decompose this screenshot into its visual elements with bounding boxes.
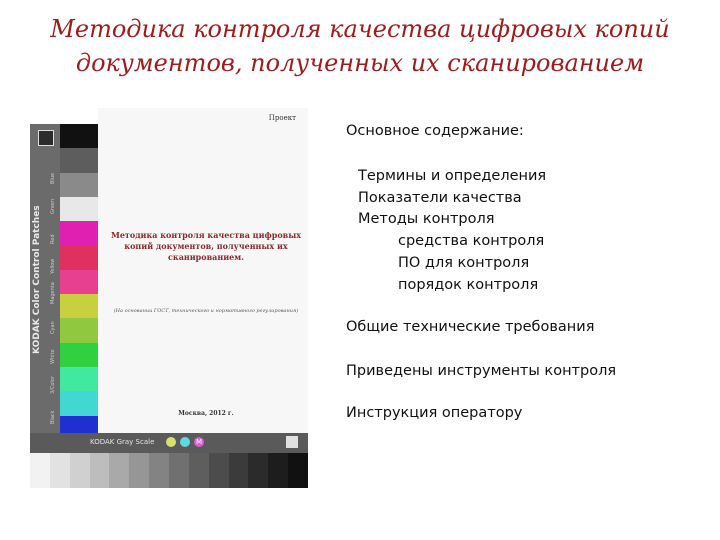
gray-step (109, 453, 129, 488)
color-patch (60, 173, 98, 197)
color-target-label: KODAK Color Control Patches (32, 205, 42, 354)
gray-step (90, 453, 110, 488)
color-patch (60, 318, 98, 342)
document-title-line-1: Методика контроля качества цифровых (110, 230, 302, 240)
content-tools: Приведены инструменты контроля (346, 363, 617, 379)
content-instruction: Инструкция оператору (346, 405, 523, 421)
gray-step (229, 453, 249, 488)
scanned-document-image (30, 108, 308, 488)
cyan-dot-icon (180, 437, 190, 447)
color-patch (60, 367, 98, 391)
color-patch (60, 148, 98, 172)
gray-scale-bar (30, 433, 308, 453)
color-patch (60, 294, 98, 318)
gray-step (189, 453, 209, 488)
patch-label: Red (50, 234, 56, 244)
patch-label: Yellow (50, 258, 56, 274)
gray-scale-steps (30, 453, 308, 488)
document-title-line-2: копий документов, полученных их (124, 241, 288, 251)
color-patch (60, 391, 98, 415)
project-label: Проект (268, 114, 296, 122)
document-note: (На основании ГОСТ, технического и нормативного регулирования) (113, 308, 299, 314)
patch-label: Black (50, 410, 56, 424)
color-patch (60, 343, 98, 367)
color-patch (60, 270, 98, 294)
document-page (98, 108, 308, 433)
title-line-1: Методика контроля качества цифровых копий (50, 15, 670, 43)
kodak-gray-logo-icon (286, 436, 298, 448)
patch-label: Magenta (50, 282, 56, 304)
patch-label: White (50, 349, 56, 364)
patch-label: Blue (50, 172, 56, 184)
document-title (106, 230, 306, 263)
patch-label: 3/Color (50, 376, 56, 394)
patch-label: Green (50, 198, 56, 214)
color-patch (60, 124, 98, 148)
content-item: Показатели качества (358, 190, 522, 206)
document-title-line-3: сканированием. (168, 252, 244, 262)
gray-scale-label: KODAK Gray Scale (90, 438, 155, 446)
slide-title (0, 12, 720, 80)
gray-step (30, 453, 50, 488)
gray-step (248, 453, 268, 488)
content-item: Методы контроля (358, 211, 495, 227)
gray-step (288, 453, 308, 488)
kodak-logo-icon (38, 130, 54, 146)
color-patch (60, 246, 98, 270)
yellow-dot-icon (166, 437, 176, 447)
content-subitem: порядок контроля (398, 277, 539, 293)
patch-label: Cyan (50, 321, 56, 334)
content-heading: Основное содержание: (346, 123, 524, 139)
title-line-2: документов, полученных их сканированием (75, 49, 645, 77)
document-city-year: Москва, 2012 г. (178, 410, 234, 417)
content-subitem: ПО для контроля (398, 255, 530, 271)
content-requirements: Общие технические требования (346, 319, 595, 335)
color-patch (60, 221, 98, 245)
content-subitem: средства контроля (398, 233, 545, 249)
gray-step (268, 453, 288, 488)
magenta-dot-icon: M (195, 438, 203, 446)
gray-step (169, 453, 189, 488)
color-patch (60, 197, 98, 221)
gray-step (149, 453, 169, 488)
gray-step (209, 453, 229, 488)
gray-step (129, 453, 149, 488)
gray-step (70, 453, 90, 488)
gray-step (50, 453, 70, 488)
content-item: Термины и определения (358, 168, 547, 184)
